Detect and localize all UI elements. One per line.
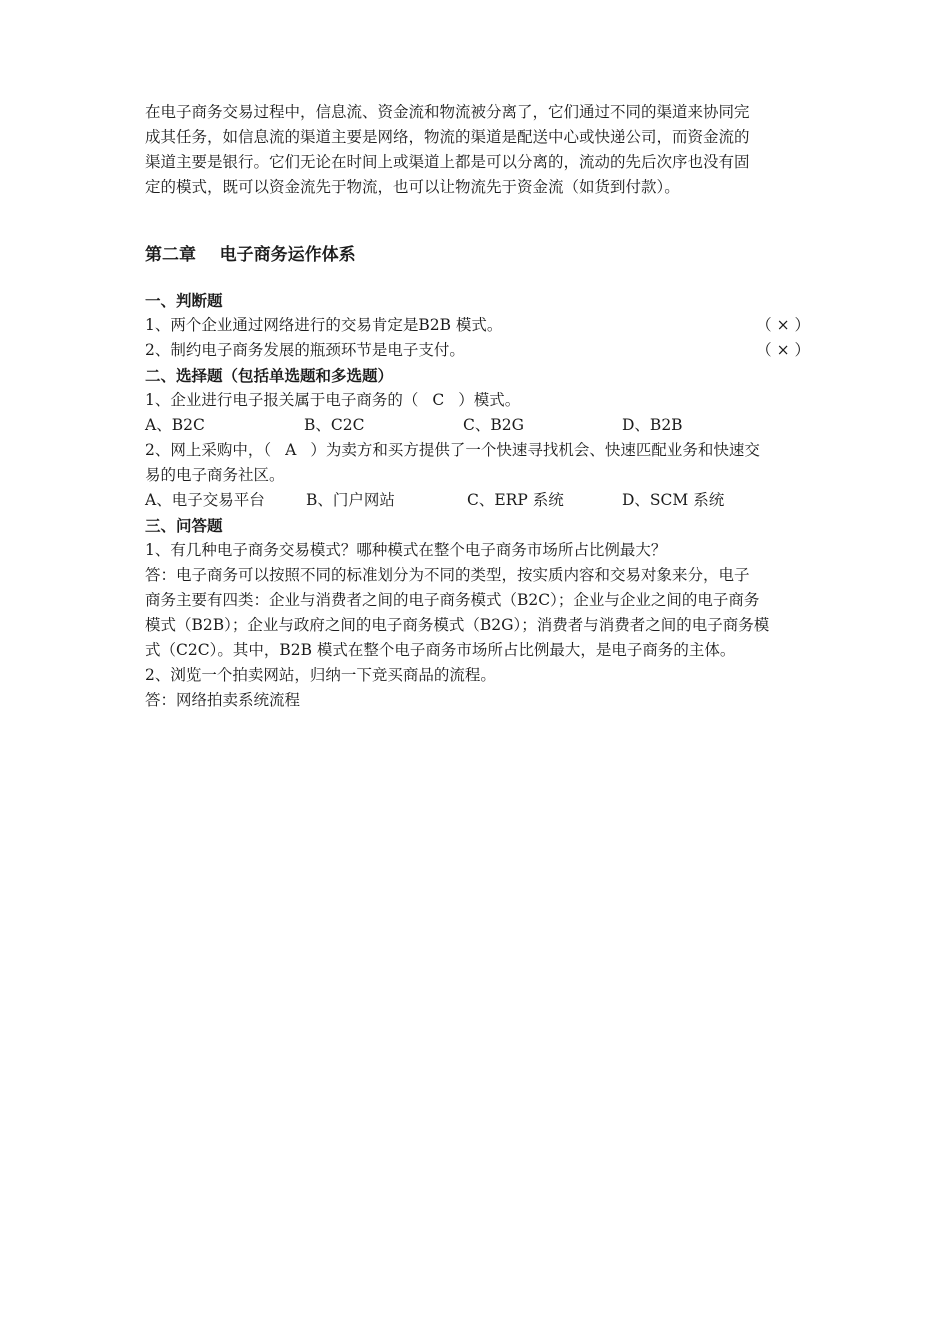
tf-question-text: 2、制约电子商务发展的瓶颈环节是电子支付。 [145,341,465,359]
option: B、C2C [304,416,365,434]
tf-answer: （ × ） [756,316,810,334]
choice-question-2-continued: 易的电子商务社区。 [145,466,285,484]
document-content [145,100,810,713]
tf-answer: （ × ） [756,341,810,359]
option: A、电子交易平台 [145,491,265,509]
option: D、SCM 系统 [622,491,725,509]
section-true-false-title: 一、判断题 [145,291,223,310]
intro-paragraph [145,100,810,200]
qa-answer-line: 模式（B2B）；企业与政府之间的电子商务模式（B2G）；消费者与消费者之间的电子商务模 [145,616,770,634]
intro-line: 成其任务，如信息流的渠道主要是网络，物流的渠道是配送中心或快递公司，而资金流的 [145,128,750,146]
qa-question-2: 2、浏览一个拍卖网站，归纳一下竞买商品的流程。 [145,666,496,684]
option: B、门户网站 [306,491,395,509]
tf-question-1 [145,313,810,338]
choice-question-2 [145,438,810,463]
question-text: 2、网上采购中，（ [145,441,272,459]
qa-question-1: 1、有几种电子商务交易模式？哪种模式在整个电子商务市场所占比例最大？ [145,541,667,559]
choice-options-2 [145,488,810,513]
tf-question-2 [145,338,810,363]
intro-line: 渠道主要是银行。它们无论在时间上或渠道上都是可以分离的，流动的先后次序也没有固 [145,153,750,171]
question-text: ）为卖方和买方提供了一个快速寻找机会、快速匹配业务和快速交 [310,441,760,459]
qa-answer-line: 式（C2C）。其中，B2B 模式在整个电子商务市场所占比例最大，是电子商务的主体。 [145,641,736,659]
option: D、B2B [622,416,683,434]
qa-answer-line: 商务主要有四类：企业与消费者之间的电子商务模式（B2C）；企业与企业之间的电子商务 [145,591,760,609]
section-qa-title: 三、问答题 [145,516,223,535]
option: A、B2C [145,416,205,434]
chapter-title: 第二章 电子商务运作体系 [145,245,356,265]
question-answer: C [432,391,445,409]
option: C、B2G [463,416,524,434]
option: C、ERP 系统 [467,491,564,509]
choice-question-1 [145,388,810,413]
question-answer: A [285,441,297,459]
question-text: 1、企业进行电子报关属于电子商务的（ [145,391,419,409]
qa-answer-line: 答：电子商务可以按照不同的标准划分为不同的类型，按实质内容和交易对象来分，电子 [145,566,750,584]
section-choice-title: 二、选择题（包括单选题和多选题） [145,366,394,385]
question-text: ）模式。 [458,391,521,409]
intro-line: 定的模式，既可以资金流先于物流，也可以让物流先于资金流（如货到付款）。 [145,178,680,196]
tf-question-text: 1、两个企业通过网络进行的交易肯定是B2B 模式。 [145,316,503,334]
choice-options-1 [145,413,810,438]
intro-line: 在电子商务交易过程中，信息流、资金流和物流被分离了，它们通过不同的渠道来协同完 [145,103,750,121]
qa-answer-2: 答：网络拍卖系统流程 [145,691,301,709]
